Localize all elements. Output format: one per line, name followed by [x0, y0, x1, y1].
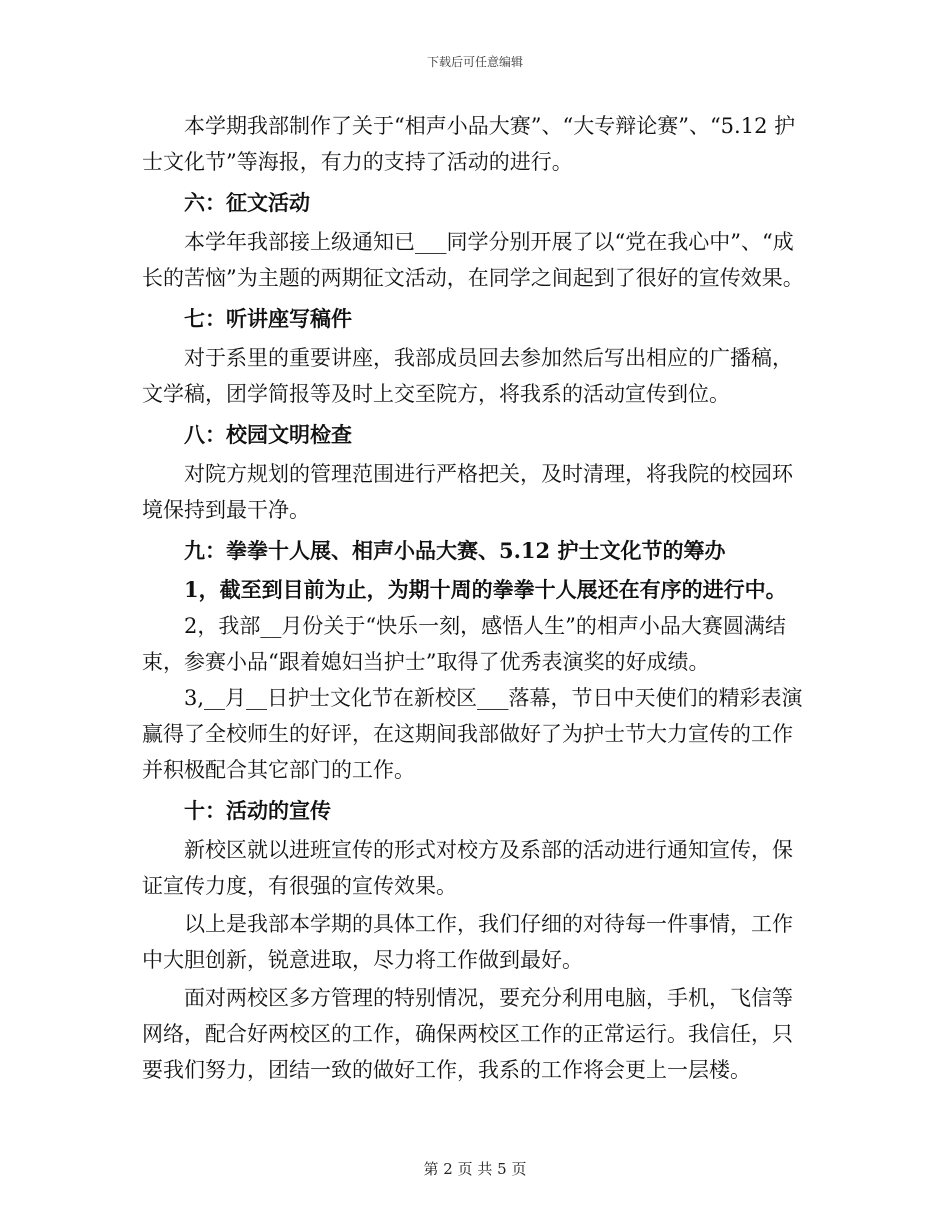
paragraph-promotion: 新校区就以进班宣传的形式对校方及系部的活动进行通知宣传，保证宣传力度，有很强的宣传效果。 [142, 838, 793, 898]
paragraph-item-3: 3,__月__日护士文化节在新校区___落幕，节日中天使们的精彩表演赢得了全校师生的好评，在这期间我部做好了为护士节大力宣传的工作并积极配合其它部门的工作。 [142, 686, 803, 782]
section-heading-6: 六：征文活动 [184, 190, 310, 215]
section-heading-10: 十：活动的宣传 [184, 798, 331, 823]
section-heading-8: 八：校园文明检查 [184, 422, 352, 447]
paragraph-item-2: 2，我部__月份关于“快乐一刻，感悟人生”的相声小品大赛圆满结束，参赛小品“跟着媳妇当护士”取得了优秀表演奖的好成绩。 [142, 614, 786, 674]
paragraph-inspection: 对院方规划的管理范围进行严格把关，及时清理，将我院的校园环境保持到最干净。 [142, 462, 793, 522]
paragraph-item-1: 1，截至到目前为止，为期十周的拳拳十人展还在有序的进行中。 [184, 577, 787, 602]
paragraph-outlook: 面对两校区多方管理的特别情况，要充分利用电脑，手机，飞信等网络，配合好两校区的工作，确保两校区工作的正常运行。我信任，只要我们努力，团结一致的做好工作，我系的工作将会更上一层楼。 [142, 986, 793, 1082]
paragraph-posters: 本学期我部制作了关于“相声小品大赛”、“大专辩论赛”、“5.12 护士文化节”等海报，有力的支持了活动的进行。 [142, 114, 796, 174]
paragraph-summary: 以上是我部本学期的具体工作，我们仔细的对待每一件事情，工作中大胆创新，锐意进取，尽力将工作做到最好。 [142, 912, 793, 972]
paragraph-lectures: 对于系里的重要讲座，我部成员回去参加然后写出相应的广播稿，文学稿，团学简报等及时上交至院方，将我系的活动宣传到位。 [142, 346, 793, 406]
page-header: 下载后可任意编辑 [426, 55, 523, 69]
page-number: 第 2 页 共 5 页 [423, 1160, 527, 1178]
section-heading-9: 九：拳拳十人展、相声小品大赛、5.12 护士文化节的筹办 [184, 538, 726, 563]
paragraph-essay: 本学年我部接上级通知已___同学分别开展了以“党在我心中”、“成长的苦恼”为主题的两期征文活动，在同学之间起到了很好的宣传效果。 [142, 230, 804, 290]
section-heading-7: 七：听讲座写稿件 [184, 306, 352, 331]
document-body [142, 108, 808, 1088]
